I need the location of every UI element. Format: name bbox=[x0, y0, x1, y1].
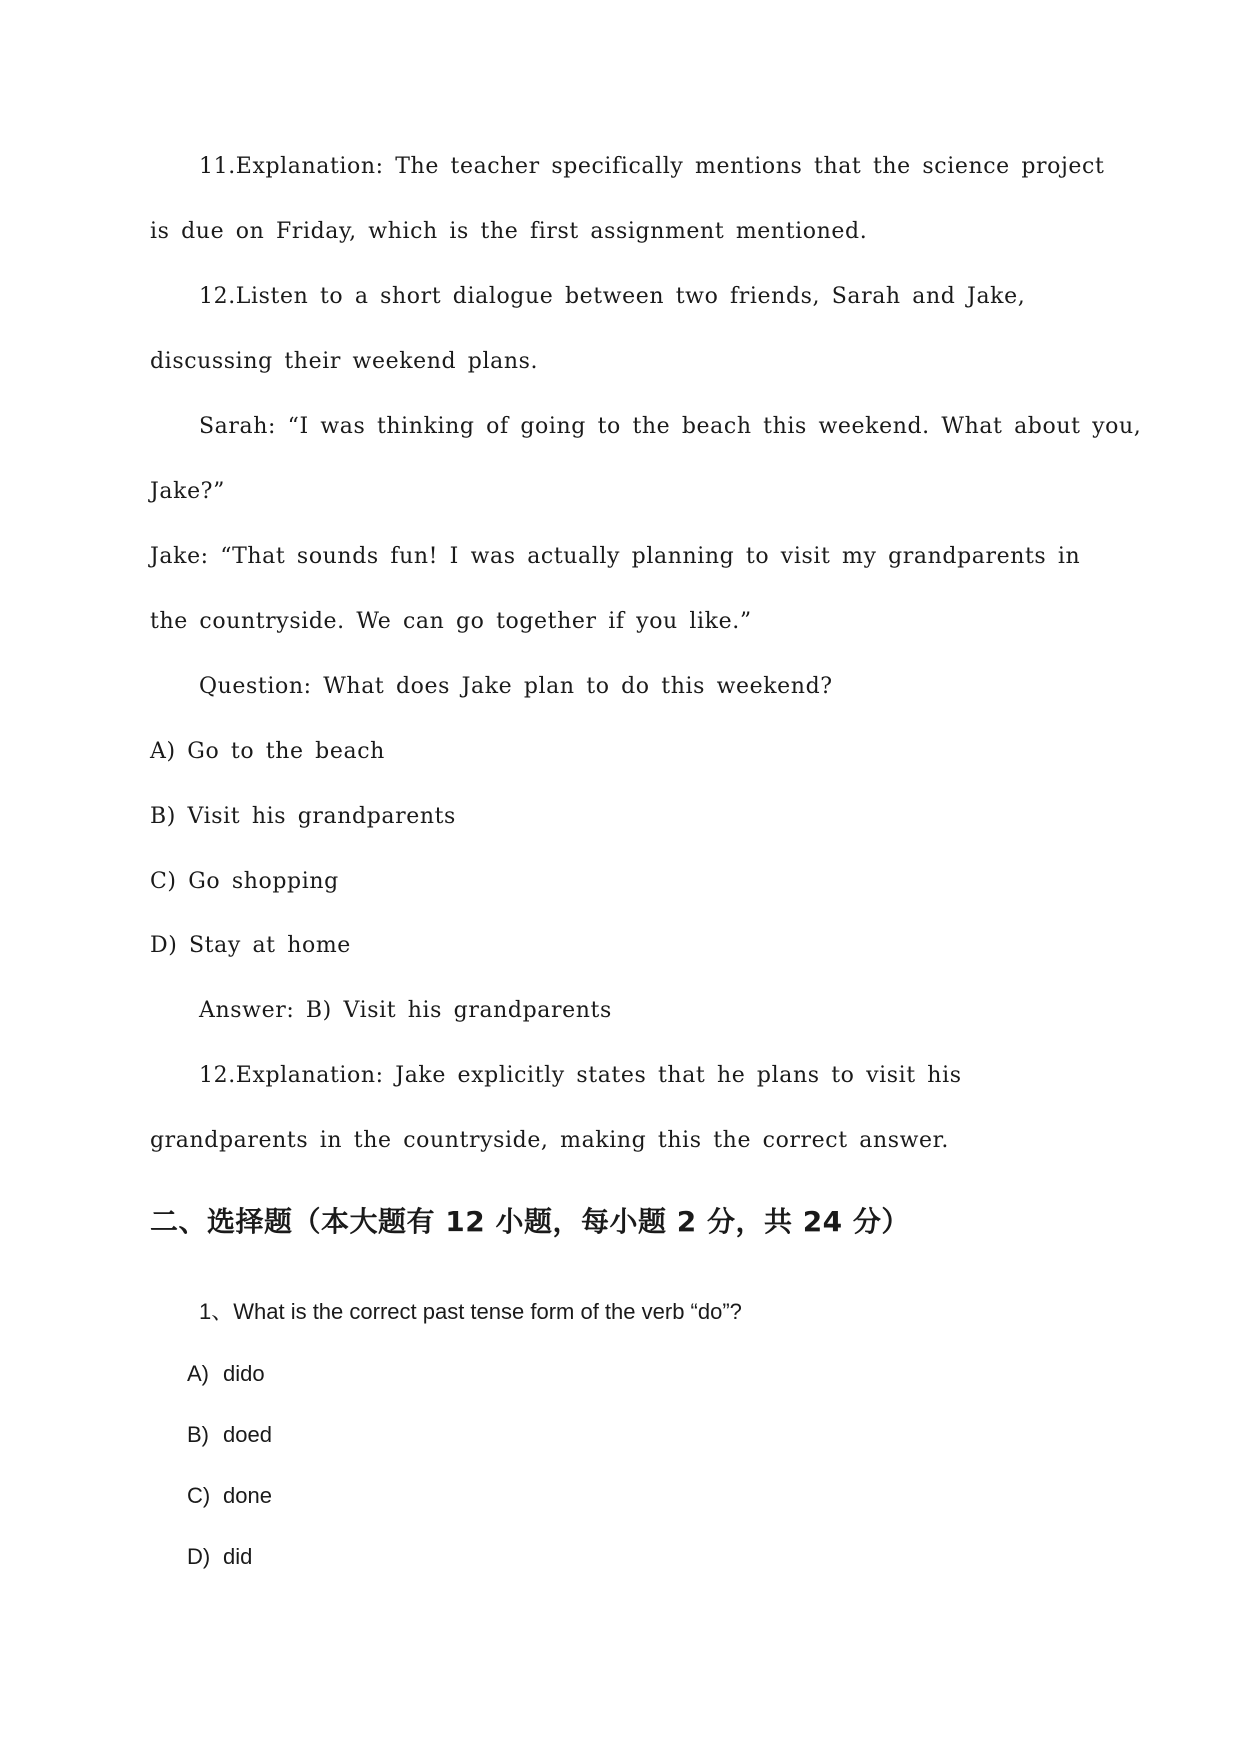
mc-option-c bbox=[187, 1481, 272, 1511]
explanation-12-line-2: grandparents in the countryside, making this the correct answer. bbox=[150, 1128, 949, 1153]
explanation-11-line-1: 11.Explanation: The teacher specifically mentions that the science project bbox=[199, 154, 1105, 179]
mc-option-a-text: dido bbox=[223, 1361, 265, 1386]
answer-12: Answer: B) Visit his grandparents bbox=[199, 998, 612, 1023]
dialogue-jake-line-1: Jake: “That sounds fun! I was actually planning to visit my grandparents in bbox=[150, 544, 1081, 569]
question-12-line-2: discussing their weekend plans. bbox=[150, 349, 539, 374]
mc-option-c-letter: C) bbox=[187, 1483, 211, 1508]
option-c: C) Go shopping bbox=[150, 869, 339, 894]
mc-option-d bbox=[187, 1542, 252, 1572]
mc-option-c-text: done bbox=[223, 1483, 272, 1508]
option-d: D) Stay at home bbox=[150, 933, 351, 958]
mc-option-b-text: doed bbox=[223, 1422, 272, 1447]
option-a: A) Go to the beach bbox=[150, 739, 385, 764]
mc-question-1: 1、What is the correct past tense form of the verb “do”? bbox=[199, 1299, 742, 1324]
mc-option-b bbox=[187, 1420, 272, 1450]
option-b: B) Visit his grandparents bbox=[150, 804, 456, 829]
mc-option-b-letter: B) bbox=[187, 1422, 209, 1447]
question-12-prompt: Question: What does Jake plan to do this weekend? bbox=[199, 674, 833, 699]
dialogue-sarah-line-1: Sarah: “I was thinking of going to the beach this weekend. What about you, bbox=[199, 414, 1142, 439]
mc-option-d-letter: D) bbox=[187, 1544, 211, 1569]
explanation-12-line-1: 12.Explanation: Jake explicitly states that he plans to visit his bbox=[199, 1063, 962, 1088]
mc-option-a-letter: A) bbox=[187, 1361, 209, 1386]
explanation-11-line-2: is due on Friday, which is the first assignment mentioned. bbox=[150, 219, 868, 244]
question-12-line-1: 12.Listen to a short dialogue between two friends, Sarah and Jake, bbox=[199, 284, 1026, 309]
dialogue-jake-line-2: the countryside. We can go together if you like.” bbox=[150, 609, 752, 634]
dialogue-sarah-line-2: Jake?” bbox=[150, 479, 225, 504]
section-heading: 二、选择题（本大题有 12 小题，每小题 2 分，共 24 分） bbox=[150, 1205, 910, 1238]
mc-option-a bbox=[187, 1359, 265, 1389]
mc-option-d-text: did bbox=[223, 1544, 253, 1569]
